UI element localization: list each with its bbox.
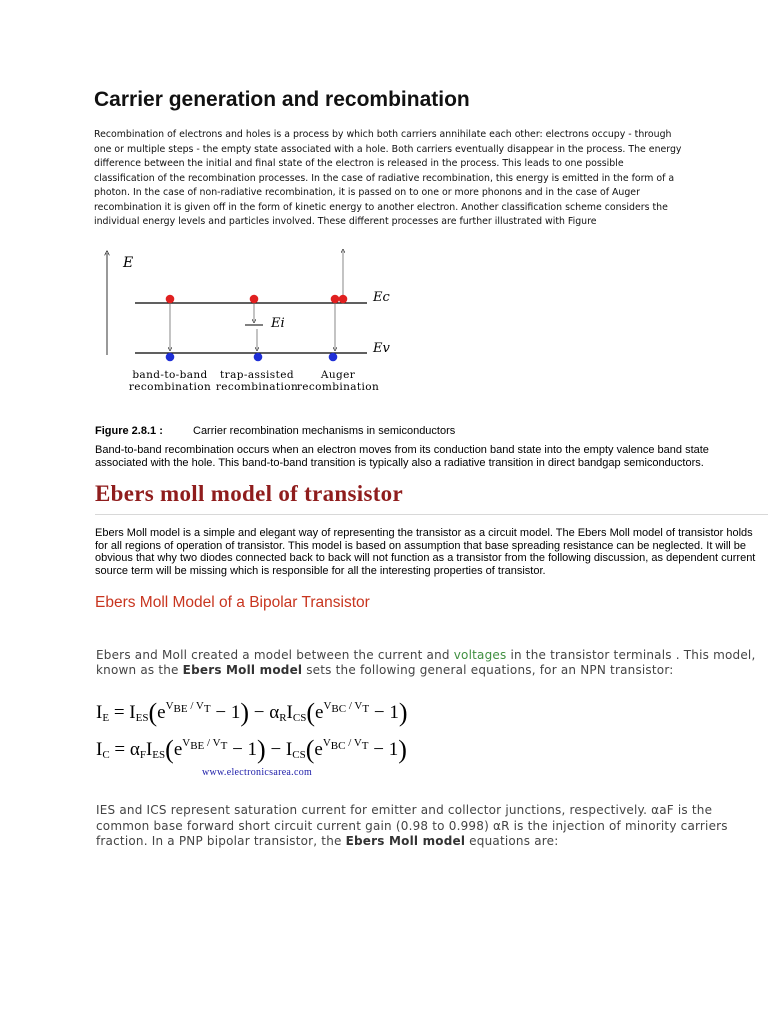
ec-label: Ec	[373, 290, 390, 305]
equation-collector-current: $I_C = \alpha_FI_{ES}(e^{V_{BE} / V_T} - 1) - I_{CS}(e^{V_{BC} / V_T} - 1)$	[96, 735, 407, 764]
hole-dot	[166, 353, 175, 362]
equation-emitter-current: $I_E = I_{ES}(e^{V_{BE} / V_T} - 1) - \alpha_RI_{CS}(e^{V_{BC} / V_T} - 1)$	[96, 698, 408, 727]
electron-dot	[339, 295, 348, 304]
hole-dot	[329, 353, 338, 362]
section-title-carrier: Carrier generation and recombination	[94, 88, 470, 111]
ebers-moll-intro: Ebers and Moll created a model between the current and voltages in the transistor terminals . This model, known as the Ebers Moll model sets the following general equations, for an NPN transistor:	[96, 648, 756, 677]
image-credit: www.electronicsarea.com	[202, 767, 313, 778]
divider	[95, 514, 768, 515]
section-title-bipolar: Ebers Moll Model of a Bipolar Transistor	[95, 594, 370, 611]
ebers-moll-paragraph: Ebers Moll model is a simple and elegant way of representing the transistor as a circuit model. The Ebers Moll model of transistor holds for all regions of operation of transistor. This model is based on assumption that base spreading resistance can be neglected. It will be obvious that why two diodes connected back to back will not function as a transistor from the following discussion, as dependent current source term will be missing which is responsible for all the interesting properties of transistor.	[95, 527, 756, 577]
voltages-link[interactable]: voltages	[453, 648, 507, 662]
section-title-ebers-moll: Ebers moll model of transistor	[95, 481, 403, 506]
mechanism-label: band-to-band	[132, 369, 208, 381]
energy-axis-label: E	[123, 255, 134, 271]
mechanism-label: recombination	[296, 381, 380, 393]
electron-dot	[166, 295, 175, 304]
ev-label: Ev	[373, 341, 390, 356]
ei-label: Ei	[271, 316, 285, 331]
mechanism-label: Auger	[320, 369, 356, 381]
band-to-band-paragraph: Band-to-band recombination occurs when an electron moves from its conduction band state into the empty valence band state associated with the hole. This band-to-band transition is typically also a radiative transition in direct bandgap semiconductors.	[95, 444, 709, 469]
recombination-figure	[95, 245, 425, 395]
mechanism-label: trap-assisted	[220, 369, 294, 381]
mechanism-label: recombination	[128, 381, 212, 393]
electron-dot	[250, 295, 259, 304]
hole-dot	[254, 353, 263, 362]
electron-dot	[331, 295, 340, 304]
ebers-moll-outro: IES and ICS represent saturation current for emitter and collector junctions, respectively. αaF is the common base forward short circuit current gain (0.98 to 0.998) αR is the injection of minority carriers fraction. In a PNP bipolar transistor, the Ebers Moll model equations are:	[96, 803, 728, 848]
mechanism-label: recombination	[215, 381, 299, 393]
figure-caption: Carrier recombination mechanisms in semiconductors	[193, 425, 456, 437]
recombination-paragraph: Recombination of electrons and holes is a process by which both carriers annihilate each other: electrons occupy - through one or multiple steps - the empty state associated with a hole. Both carriers eventually disappear in the process. The energy difference between the initial and final state of the electron is released in the process. This leads to one possible classification of the recombination processes. In the case of radiative recombination, this energy is emitted in the form of a photon. In the case of non-radiative recombination, it is passed on to one or more phonons and in the case of Auger recombination it is given off in the form of kinetic energy to another electron. Another classification scheme considers the individual energy levels and particles involved. These different processes are further illustrated with Figure	[94, 129, 682, 227]
figure-label: Figure 2.8.1 :	[95, 425, 163, 437]
